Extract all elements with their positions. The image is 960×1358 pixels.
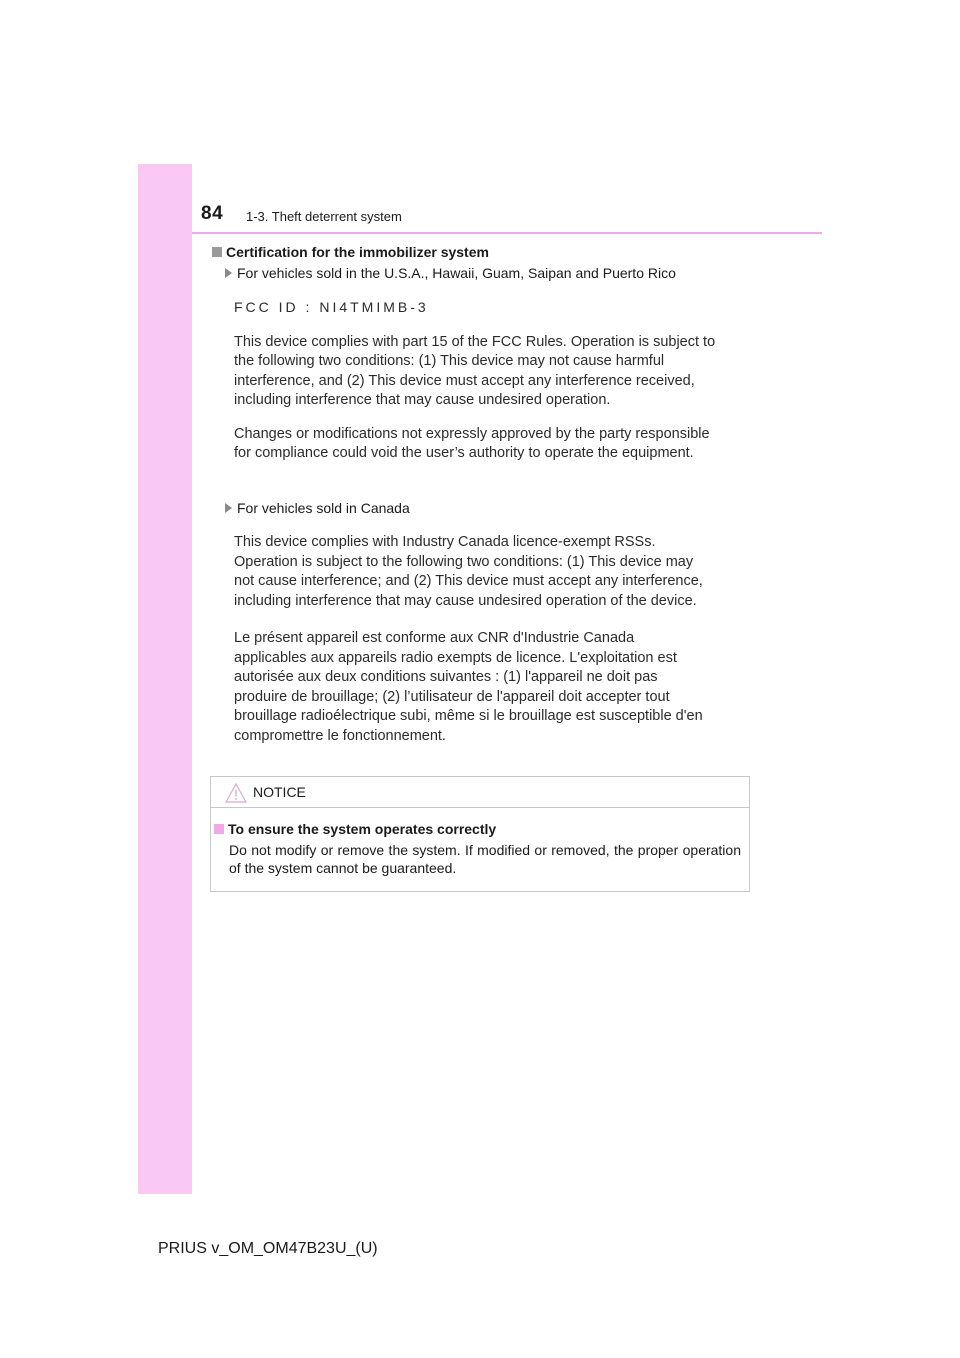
footer-code: PRIUS v_OM_OM47B23U_(U) — [158, 1240, 378, 1257]
notice-box — [210, 776, 750, 892]
heading-text: Certification for the immobilizer system — [226, 244, 489, 260]
notice-title — [214, 821, 496, 837]
square-bullet-icon — [212, 247, 222, 257]
section-heading — [212, 244, 489, 260]
header-rule — [192, 232, 822, 234]
usa-subheading — [225, 265, 676, 281]
notice-body: Do not modify or remove the system. If modified or removed, the proper operation of the system cannot be guaranteed. — [229, 842, 741, 876]
arrow-bullet-icon — [225, 503, 232, 513]
ic-certification — [234, 533, 708, 746]
fcc-modification-note: Changes or modifications not expressly approved by the party responsible for compliance could void the user’s authority to operate the equipment. — [234, 425, 710, 461]
canada-label: For vehicles sold in Canada — [237, 500, 410, 516]
square-bullet-icon — [214, 824, 224, 834]
ic-statement-french: Le présent appareil est conforme aux CNR d'Industrie Canada applicables aux appareils radio exempts de licence. L'exploitation est autorisée aux deux conditions suivantes : (1) l'appareil ne doit pas produire de brouillage; (2) l’utilisateur de l'appareil doit accepter tout brouillage radioélectrique subi, même si le brouillage est susceptible d'en compromettre le fonctionnement. — [234, 630, 703, 744]
section-title: 1-3. Theft deterrent system — [246, 209, 402, 224]
side-band — [138, 164, 192, 1194]
usa-label: For vehicles sold in the U.S.A., Hawaii, Guam, Saipan and Puerto Rico — [237, 265, 676, 281]
warning-triangle-icon — [225, 783, 247, 803]
fcc-id: FCC ID : NI4TMIMB-3 — [234, 299, 429, 315]
fcc-certification — [234, 298, 718, 464]
canada-subheading — [225, 500, 410, 516]
fcc-statement: This device complies with part 15 of the FCC Rules. Operation is subject to the following two conditions: (1) This device may not cause harmful interference, and (2) This device must accept any interference received, including interference that may cause undesired operation. — [234, 333, 716, 408]
notice-header — [211, 777, 749, 808]
ic-statement-english: This device complies with Industry Canada licence-exempt RSSs. Operation is subject to the following two conditions: (1) This device may not cause interference; and (2) This device must accept any interference, including interference that may cause undesired operation of the device. — [234, 534, 703, 609]
notice-label: NOTICE — [253, 784, 306, 800]
notice-title-text: To ensure the system operates correctly — [228, 821, 497, 837]
arrow-bullet-icon — [225, 268, 232, 278]
page-number: 84 — [201, 203, 224, 224]
